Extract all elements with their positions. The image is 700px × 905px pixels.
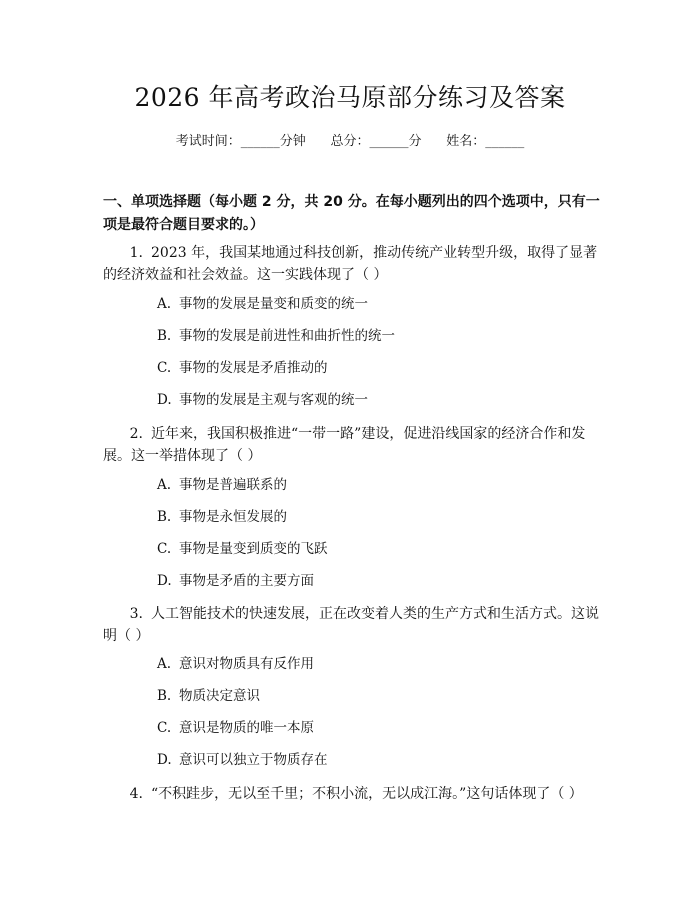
page-title: 2026 年高考政治马原部分练习及答案 xyxy=(134,83,566,112)
option-text: 事物是普遍联系的 xyxy=(179,477,287,493)
question-2-option-b xyxy=(157,507,287,527)
option-letter: A. xyxy=(157,477,172,493)
option-text: 意识对物质具有反作用 xyxy=(179,656,314,672)
question-number: 3. xyxy=(129,606,143,622)
question-3 xyxy=(103,603,603,647)
question-stem: 2023 年，我国某地通过科技创新，推动传统产业转型升级，取得了显著的经济效益和社会效益。这一实践体现了（ ） xyxy=(103,245,598,283)
option-text: 事物是永恒发展的 xyxy=(179,509,287,525)
question-3-option-d xyxy=(157,750,328,770)
question-2-option-d xyxy=(157,571,314,591)
option-letter: A. xyxy=(157,296,172,312)
option-text: 事物的发展是主观与客观的统一 xyxy=(179,392,368,408)
option-text: 事物的发展是前进性和曲折性的统一 xyxy=(179,328,395,344)
option-text: 事物是矛盾的主要方面 xyxy=(179,573,314,589)
option-letter: C. xyxy=(157,720,172,736)
option-letter: C. xyxy=(157,541,172,557)
question-4 xyxy=(103,783,603,805)
option-text: 意识可以独立于物质存在 xyxy=(179,752,328,768)
option-text: 物质决定意识 xyxy=(179,688,260,704)
section-heading: 一、单项选择题（每小题 2 分，共 20 分。在每小题列出的四个选项中，只有一项是最符合题目要求的。） xyxy=(103,194,600,233)
question-1-option-d xyxy=(157,390,368,410)
option-letter: B. xyxy=(157,328,172,344)
option-letter: C. xyxy=(157,360,172,376)
option-letter: D. xyxy=(157,392,172,408)
question-2-option-a xyxy=(157,475,287,495)
option-letter: B. xyxy=(157,509,172,525)
option-text: 意识是物质的唯一本原 xyxy=(179,720,314,736)
question-1-option-c xyxy=(157,358,328,378)
question-stem: 近年来，我国积极推进“一带一路”建设，促进沿线国家的经济合作和发展。这一举措体现了（ ） xyxy=(103,426,586,464)
question-1-option-b xyxy=(157,326,395,346)
question-stem: 人工智能技术的快速发展，正在改变着人类的生产方式和生活方式。这说明（ ） xyxy=(103,606,599,644)
exam-info-line: 考试时间：______分钟 总分：______分 姓名：______ xyxy=(175,134,525,149)
option-text: 事物是量变到质变的飞跃 xyxy=(179,541,328,557)
question-number: 4. xyxy=(129,786,143,802)
option-text: 事物的发展是矛盾推动的 xyxy=(179,360,328,376)
option-letter: A. xyxy=(157,656,172,672)
question-1 xyxy=(103,242,603,286)
question-2 xyxy=(103,423,603,467)
option-letter: D. xyxy=(157,573,172,589)
option-text: 事物的发展是量变和质变的统一 xyxy=(179,296,368,312)
question-3-option-b xyxy=(157,686,260,706)
question-1-option-a xyxy=(157,294,368,314)
question-2-option-c xyxy=(157,539,328,559)
question-number: 2. xyxy=(129,426,143,442)
question-number: 1. xyxy=(129,245,143,261)
option-letter: D. xyxy=(157,752,172,768)
question-stem: “不积跬步，无以至千里；不积小流，无以成江海。”这句话体现了（ ） xyxy=(151,786,583,802)
option-letter: B. xyxy=(157,688,172,704)
question-3-option-a xyxy=(157,654,314,674)
question-3-option-c xyxy=(157,718,314,738)
